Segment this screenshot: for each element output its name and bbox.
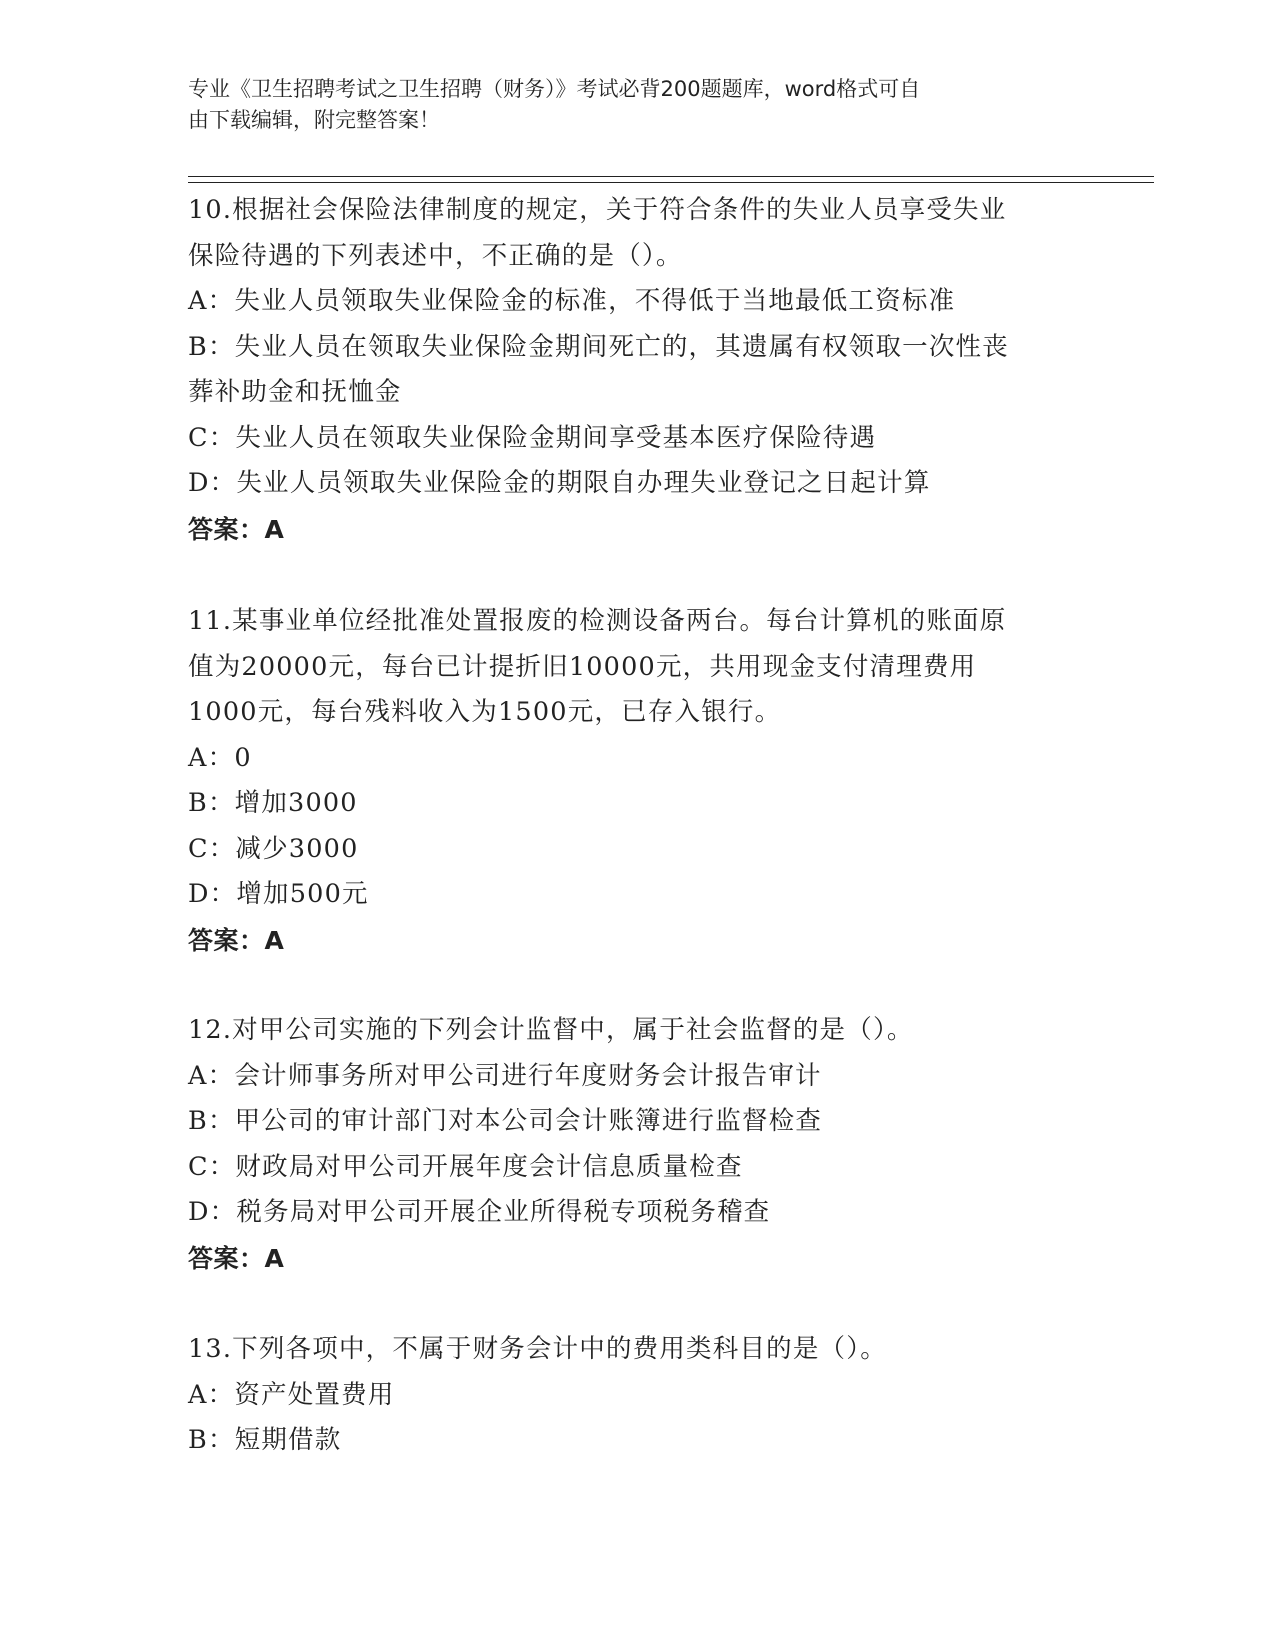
question-stem-line: 10.根据社会保险法律制度的规定，关于符合条件的失业人员享受失业 [188, 195, 1007, 225]
question-stem-line: 11.某事业单位经批准处置报废的检测设备两台。每台计算机的账面原 [188, 606, 1007, 636]
question-stem-line: 1000元，每台残料收入为1500元，已存入银行。 [188, 697, 782, 727]
question-stem-line: 12.对甲公司实施的下列会计监督中，属于社会监督的是（）。 [188, 1015, 914, 1045]
option-a: A：失业人员领取失业保险金的标准，不得低于当地最低工资标准 [188, 286, 956, 316]
option-b: B：失业人员在领取失业保险金期间死亡的，其遗属有权领取一次性丧 [188, 331, 1009, 362]
question-stem-line: 13.下列各项中，不属于财务会计中的费用类科目的是（）。 [188, 1334, 887, 1364]
question-12 [188, 1008, 1088, 1281]
answer-line: 答案：A [188, 1243, 285, 1273]
document-header [188, 74, 1088, 136]
option-b: B：增加3000 [188, 788, 358, 818]
option-a: A：会计师事务所对甲公司进行年度财务会计报告审计 [188, 1060, 822, 1091]
header-divider-top [188, 176, 1154, 177]
question-10 [188, 188, 1088, 552]
option-d: D：增加500元 [188, 879, 369, 909]
answer-line: 答案：A [188, 925, 285, 955]
question-stem-line: 值为20000元，每台已计提折旧10000元，共用现金支付清理费用 [188, 651, 977, 682]
option-b-continued: 葬补助金和抚恤金 [188, 377, 402, 407]
option-c: C：财政局对甲公司开展年度会计信息质量检查 [188, 1151, 743, 1182]
question-stem-line: 保险待遇的下列表述中，不正确的是（）。 [188, 240, 683, 271]
question-13 [188, 1327, 1088, 1464]
option-b: B：甲公司的审计部门对本公司会计账簿进行监督检查 [188, 1106, 823, 1136]
header-line-1: 专业《卫生招聘考试之卫生招聘（财务）》考试必背200题题库，word格式可自 [188, 77, 921, 101]
question-11 [188, 599, 1088, 963]
option-c: C：失业人员在领取失业保险金期间享受基本医疗保险待遇 [188, 422, 877, 453]
option-d: D：失业人员领取失业保险金的期限自办理失业登记之日起计算 [188, 468, 931, 498]
option-a: A：资产处置费用 [188, 1379, 395, 1410]
header-divider-bottom [188, 182, 1154, 183]
option-c: C：减少3000 [188, 833, 359, 864]
option-a: A：0 [188, 742, 252, 773]
header-line-2: 由下载编辑，附完整答案！ [188, 108, 440, 132]
answer-line: 答案：A [188, 514, 285, 544]
option-b: B：短期借款 [188, 1425, 342, 1455]
option-d: D：税务局对甲公司开展企业所得税专项税务稽查 [188, 1197, 771, 1227]
